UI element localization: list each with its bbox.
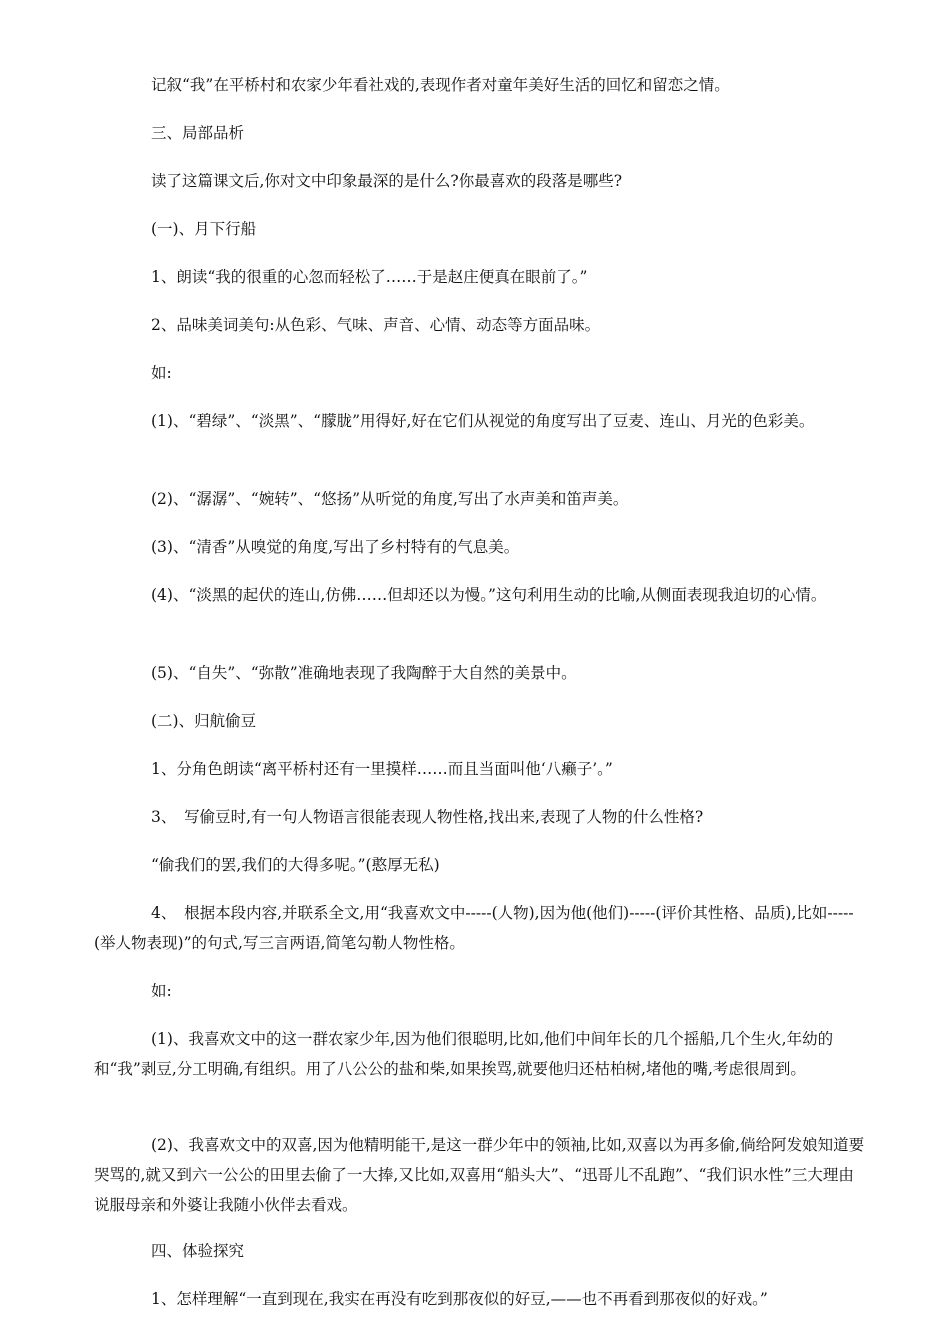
heading-section-4: 四、体验探究	[151, 1242, 245, 1260]
heading-subsection-1: (一)、月下行船	[151, 220, 257, 238]
paragraph-example-4: (4)、“淡黑的起伏的连山,仿佛……但却还以为慢。”这句利用生动的比喻,从侧面表现我迫切的心情。	[151, 586, 827, 604]
paragraph-example-1: (1)、“碧绿”、“淡黑”、“朦胧”用得好,好在它们从视觉的角度写出了豆麦、连山、月光的色彩美。	[151, 412, 815, 430]
paragraph-item-2: 2、品味美词美句:从色彩、气味、声音、心情、动态等方面品味。	[151, 316, 601, 334]
paragraph-item-3: 3、 写偷豆时,有一句人物语言很能表现人物性格,找出来,表现了人物的什么性格?	[151, 808, 704, 826]
heading-section-3: 三、局部品析	[151, 124, 245, 142]
paragraph-example-7: (2)、我喜欢文中的双喜,因为他精明能干,是这一群少年中的领袖,比如,双喜以为再多偷,倘给阿发娘知道要哭骂的,就又到六一公公的田里去偷了一大捧,又比如,双喜用“船头大”、“迅哥儿不乱跑”、“我们识水性”三大理由说服母亲和外婆让我随小伙伴去看戏。	[94, 1136, 865, 1214]
heading-subsection-2: (二)、归航偷豆	[151, 712, 257, 730]
paragraph-example-2: (2)、“潺潺”、“婉转”、“悠扬”从听觉的角度,写出了水声美和笛声美。	[151, 490, 629, 508]
paragraph-item-1b: 1、分角色朗读“离平桥村还有一里摸样……而且当面叫他‘八癞子’。”	[151, 760, 613, 778]
paragraph-question: 读了这篇课文后,你对文中印象最深的是什么?你最喜欢的段落是哪些?	[151, 172, 623, 190]
paragraph-example-label-2: 如:	[151, 982, 172, 1000]
paragraph-example-6: (1)、我喜欢文中的这一群农家少年,因为他们很聪明,比如,他们中间年长的几个摇船,几个生火,年幼的和“我”剥豆,分工明确,有组织。用了八公公的盐和柴,如果挨骂,就要他归还枯柏树,堵他的嘴,考虑很周到。	[94, 1030, 834, 1078]
paragraph-item-4: 4、 根据本段内容,并联系全文,用“我喜欢文中-----(人物),因为他(他们)-----(评价其性格、品质),比如-----(举人物表现)”的句式,写三言两语,简笔勾勒人物性格。	[94, 904, 854, 952]
paragraph-quote: “偷我们的罢,我们的大得多呢。”(憨厚无私)	[151, 856, 440, 874]
paragraph-item-1: 1、朗读“我的很重的心忽而轻松了……于是赵庄便真在眼前了。”	[151, 268, 588, 286]
paragraph-item-1c: 1、怎样理解“一直到现在,我实在再没有吃到那夜似的好豆,——也不再看到那夜似的好戏。”	[151, 1290, 768, 1308]
paragraph-summary: 记叙“我”在平桥村和农家少年看社戏的,表现作者对童年美好生活的回忆和留恋之情。	[151, 76, 730, 94]
paragraph-example-3: (3)、“清香”从嗅觉的角度,写出了乡村特有的气息美。	[151, 538, 520, 556]
paragraph-example-5: (5)、“自失”、“弥散”准确地表现了我陶醉于大自然的美景中。	[151, 664, 577, 682]
paragraph-example-label: 如:	[151, 364, 172, 382]
